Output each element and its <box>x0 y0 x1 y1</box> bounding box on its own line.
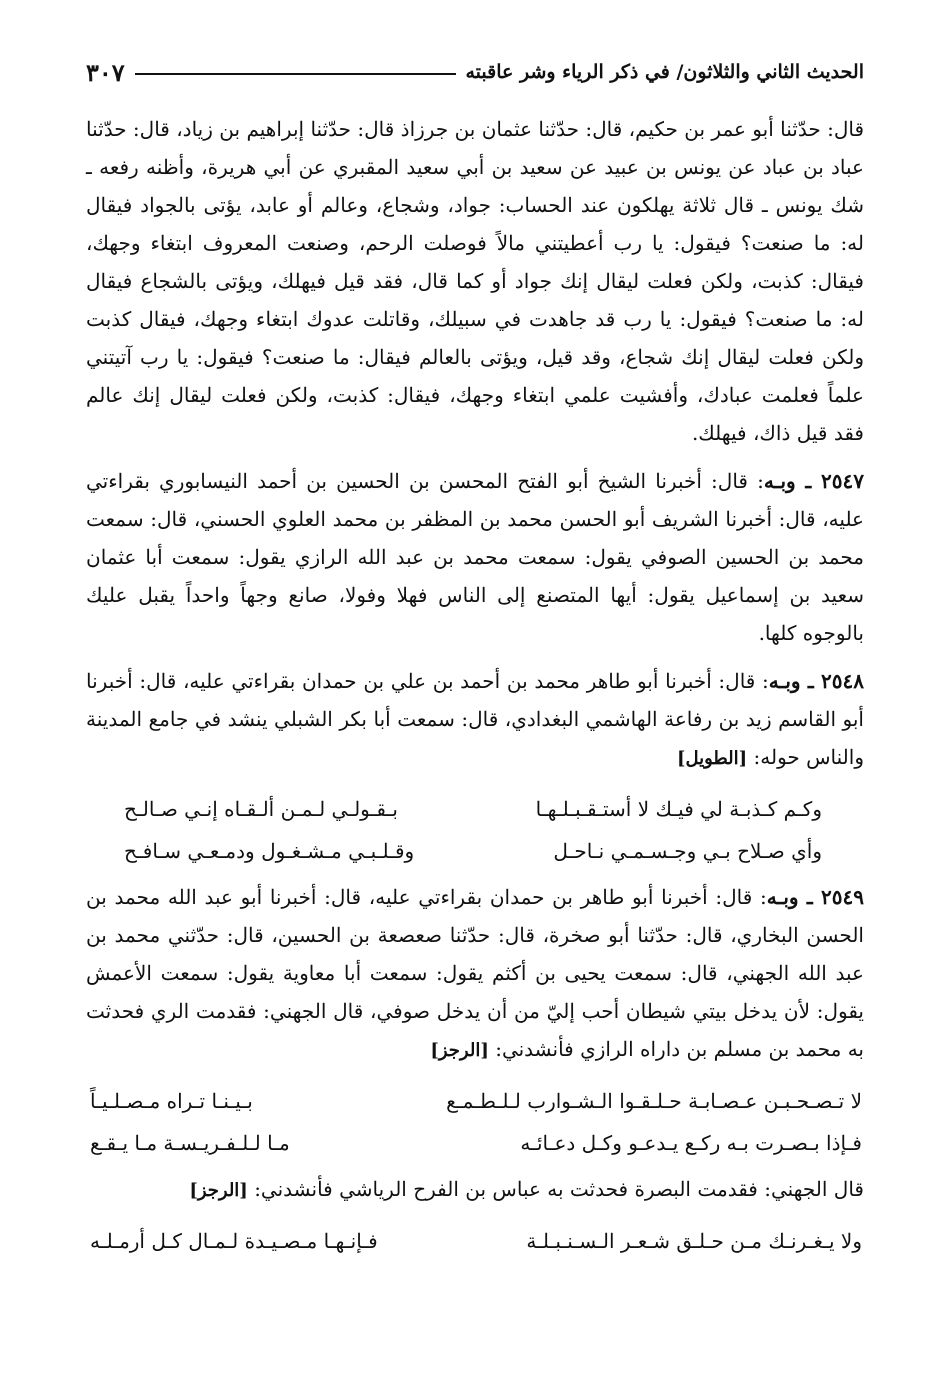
poem-verses <box>86 1220 864 1262</box>
verse-second-hemistich: بـقـولـي لـمـن ألـقـاه إنـي صـالـح <box>124 797 398 821</box>
header-rule <box>135 73 456 75</box>
entry-2549 <box>86 878 864 1070</box>
verse-second-hemistich: فـإنـهـا مـصـيـدة لـمـال كـل أرمـلـه <box>90 1229 378 1253</box>
poetic-meter-label: [الطويل] <box>676 748 748 769</box>
entry-2548 <box>86 662 864 778</box>
verse-line <box>86 1220 864 1262</box>
narration-paragraph <box>86 1170 864 1210</box>
entry-number: ٢٥٤٨ ـ وبـه <box>768 669 864 693</box>
verse-first-hemistich: وأي صـلاح بـي وجـسـمـي نـاحـل <box>553 839 822 863</box>
entry-text: : قال: أخبرنا أبو طاهر محمد بن أحمد بن علي بن حمدان بقراءتي عليه، قال: أخبرنا أبو القاسم زيد بن رفاعة الهاشمي البغدادي، قال: سمعت أبا بكر الشبلي ينشد في جامع المدينة والناس حوله: <box>86 669 864 769</box>
verse-second-hemistich: بـيـنـا تـراه مـصـلـيـاً <box>90 1089 253 1113</box>
poem-verses <box>86 788 864 872</box>
narration-text: قال الجهني: فقدمت البصرة فحدثت به عباس بن الفرح الرياشي فأنشدني: <box>254 1177 864 1201</box>
hadith-paragraph <box>86 110 864 452</box>
running-header <box>86 52 864 92</box>
entry-text: : قال: أخبرنا أبو طاهر بن حمدان بقراءتي عليه، قال: أخبرنا أبو عبد الله محمد بن الحسن البخاري، قال: حدّثنا أبو صخرة، قال: حدّثنا صعصعة بن الحسين، قال: حدّثني محمد بن عبد الله الجهني، قال: سمعت يحيى بن أكثم يقول: سمعت أبا معاوية يقول: سمعت الأعمش يقول: لأن يدخل بيتي شيطان أحب إليّ من أن يدخل صوفي، قال الجهني: فقدمت الري فحدثت به محمد بن مسلم بن داراه الرازي فأنشدني: <box>86 885 864 1061</box>
entry-2547 <box>86 462 864 652</box>
verse-second-hemistich: وقـلـبـي مـشـغـول ودمـعـي سـافـح <box>124 839 415 863</box>
verse-line <box>86 788 864 830</box>
verse-first-hemistich: فـإذا بـصـرت بـه ركـع يـدعـو وكـل دعـائـه <box>520 1131 862 1155</box>
chapter-title: الحديث الثاني والثلاثون/ في ذكر الرياء وشر عاقبته <box>465 61 864 83</box>
verse-first-hemistich: ولا يـغـرنـك مـن حـلـق شـعـر الـسـنـبـلـة <box>526 1229 862 1253</box>
poetic-meter-label: [الرجز] <box>430 1040 489 1061</box>
book-page <box>86 52 864 1268</box>
page-number: ٣٠٧ <box>86 57 125 87</box>
verse-second-hemistich: مـا لـلـفـريـسـة مـا يـقـع <box>90 1131 290 1155</box>
poem-verses <box>86 1080 864 1164</box>
poetic-meter-label: [الرجز] <box>189 1180 248 1201</box>
entry-number: ٢٥٤٧ ـ وبـه <box>763 469 865 493</box>
verse-line <box>86 1122 864 1164</box>
entry-number: ٢٥٤٩ ـ وبـه <box>766 885 864 909</box>
verse-line <box>86 830 864 872</box>
verse-first-hemistich: وكـم كـذبـة لي فيـك لا أستـقـبـلـهـا <box>535 797 822 821</box>
hadith-text: قال: حدّثنا أبو عمر بن حكيم، قال: حدّثنا عثمان بن جرزاذ قال: حدّثنا إبراهيم بن زياد، قال: حدّثنا عباد بن عباد عن يونس بن عبيد عن سعيد بن أبي سعيد المقبري عن أبي هريرة، وأظنه رفعه ـ شك يونس ـ قال ثلاثة يهلكون عند الحساب: جواد، وشجاع، وعالم أو عابد، يؤتى بالجواد فيقال له: ما صنعت؟ فيقول: يا رب أعطيتني مالاً فوصلت الرحم، وصنعت المعروف ابتغاء وجهك، فيقال: كذبت، ولكن فعلت ليقال إنك جواد أو كما قال، فقد قيل فيهلك، ويؤتى بالشجاع فيقال له: ما صنعت؟ فيقول: يا رب قد جاهدت في سبيلك، وقاتلت عدوك ابتغاء وجهك، فيقال كذبت ولكن فعلت ليقال إنك شجاع، وقد قيل، ويؤتى بالعالم فيقال: ما صنعت؟ فيقول: يا رب آتيتني علماً فعلمت عبادك، وأفشيت علمي ابتغاء وجهك، فيقال: كذبت، ولكن فعلت ليقال إنك عالم فقد قيل ذاك، فيهلك. <box>86 117 865 445</box>
verse-line <box>86 1080 864 1122</box>
entry-text: : قال: أخبرنا الشيخ أبو الفتح المحسن بن الحسين بن أحمد النيسابوري بقراءتي عليه، قال: أخبرنا الشريف أبو الحسن محمد بن المظفر بن محمد العلوي الحسني، قال: سمعت محمد بن الحسين الصوفي يقول: سمعت محمد بن عبد الله الرازي يقول: سمعت أبا عثمان سعيد بن إسماعيل يقول: أيها المتصنع إلى الناس فهلا وفولا، صانع وجهاً واحداً يقبل عليك بالوجوه كلها. <box>86 469 864 645</box>
verse-first-hemistich: لا تـصـحـبـن عـصـابـة حـلـقـوا الـشـوارب لـلـطـمـع <box>446 1089 862 1113</box>
page-body <box>86 110 864 1262</box>
